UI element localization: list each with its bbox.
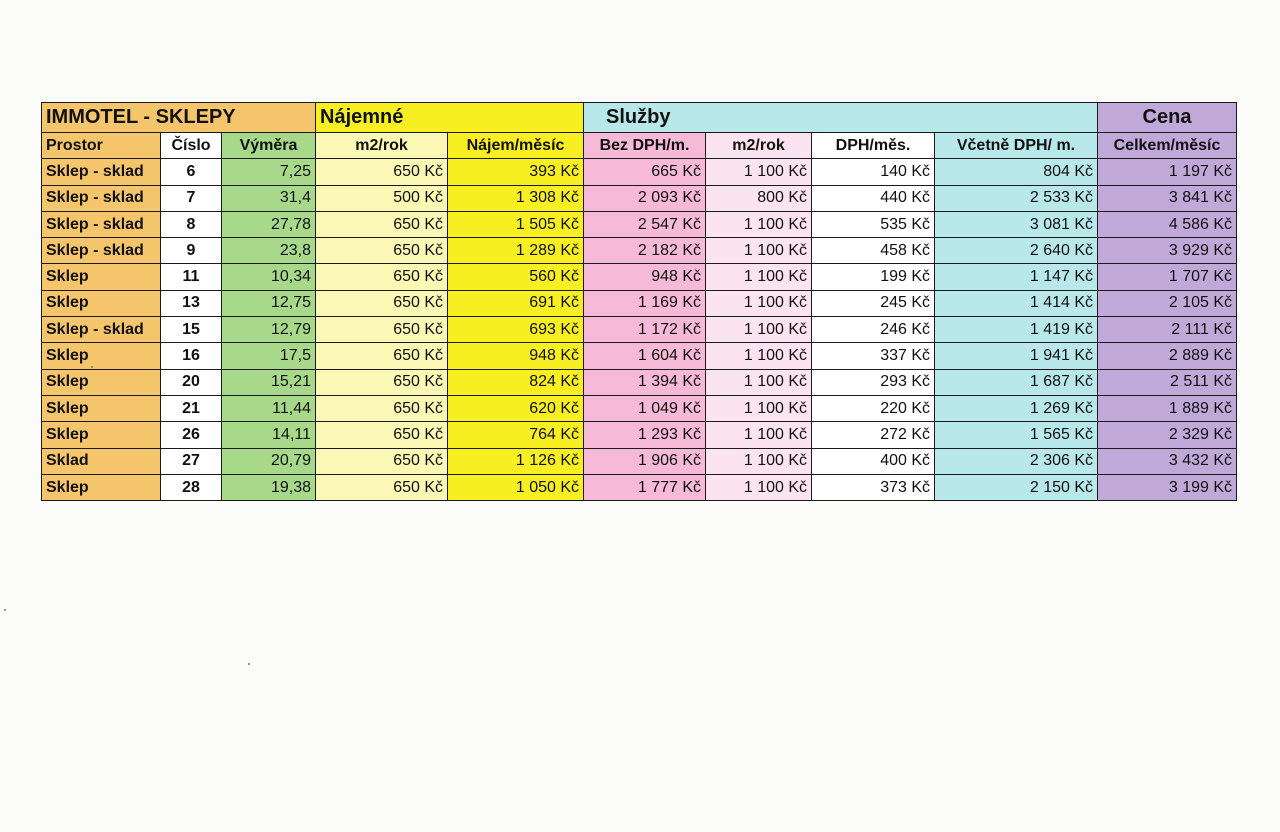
cell-vymera: 27,78 xyxy=(222,211,316,237)
cell-services-net: 1 172 Kč xyxy=(584,317,706,343)
cell-vat-month: 293 Kč xyxy=(812,369,935,395)
cell-total-month: 1 707 Kč xyxy=(1098,264,1237,290)
cell-vymera: 12,79 xyxy=(222,317,316,343)
cell-cislo: 9 xyxy=(161,238,222,264)
col-header-vat-month: DPH/měs. xyxy=(812,133,935,159)
scan-speck xyxy=(91,366,93,368)
table-row xyxy=(42,264,1237,290)
table-row xyxy=(42,448,1237,474)
cell-services-m2-year: 1 100 Kč xyxy=(706,422,812,448)
cell-total-month: 3 929 Kč xyxy=(1098,238,1237,264)
cell-prostor: Sklep xyxy=(42,474,161,500)
cell-services-net: 1 604 Kč xyxy=(584,343,706,369)
cell-total-month: 2 889 Kč xyxy=(1098,343,1237,369)
col-header-rent-m2-year: m2/rok xyxy=(316,133,448,159)
cell-incl-vat: 2 533 Kč xyxy=(935,185,1098,211)
cell-incl-vat: 804 Kč xyxy=(935,159,1098,185)
cell-vymera: 23,8 xyxy=(222,238,316,264)
group-rent: Nájemné xyxy=(316,103,584,133)
cell-incl-vat: 1 269 Kč xyxy=(935,395,1098,421)
table-row xyxy=(42,395,1237,421)
cell-rent-month: 393 Kč xyxy=(448,159,584,185)
cell-services-net: 1 906 Kč xyxy=(584,448,706,474)
cell-total-month: 3 841 Kč xyxy=(1098,185,1237,211)
table-row xyxy=(42,369,1237,395)
table-row xyxy=(42,317,1237,343)
cell-vat-month: 199 Kč xyxy=(812,264,935,290)
cell-services-net: 2 182 Kč xyxy=(584,238,706,264)
cell-incl-vat: 1 414 Kč xyxy=(935,290,1098,316)
cell-prostor: Sklep - sklad xyxy=(42,211,161,237)
cell-services-m2-year: 1 100 Kč xyxy=(706,448,812,474)
cell-rent-month: 948 Kč xyxy=(448,343,584,369)
table-row xyxy=(42,211,1237,237)
cell-total-month: 2 511 Kč xyxy=(1098,369,1237,395)
cell-total-month: 2 329 Kč xyxy=(1098,422,1237,448)
cell-services-m2-year: 1 100 Kč xyxy=(706,369,812,395)
cell-rent-month: 1 126 Kč xyxy=(448,448,584,474)
group-header-row xyxy=(42,103,1237,133)
cell-prostor: Sklep xyxy=(42,422,161,448)
cell-rent-month: 560 Kč xyxy=(448,264,584,290)
cell-prostor: Sklep xyxy=(42,264,161,290)
col-header-prostor: Prostor xyxy=(42,133,161,159)
cell-vat-month: 220 Kč xyxy=(812,395,935,421)
cell-cislo: 7 xyxy=(161,185,222,211)
cell-vymera: 15,21 xyxy=(222,369,316,395)
cell-prostor: Sklep xyxy=(42,290,161,316)
table-row xyxy=(42,185,1237,211)
col-header-rent-month: Nájem/měsíc xyxy=(448,133,584,159)
cell-services-net: 1 049 Kč xyxy=(584,395,706,421)
table-row xyxy=(42,238,1237,264)
cell-rent-m2-year: 650 Kč xyxy=(316,448,448,474)
scan-speck xyxy=(248,663,250,665)
cell-services-m2-year: 1 100 Kč xyxy=(706,317,812,343)
cell-total-month: 3 199 Kč xyxy=(1098,474,1237,500)
cell-prostor: Sklep xyxy=(42,395,161,421)
table-row xyxy=(42,159,1237,185)
cell-vymera: 17,5 xyxy=(222,343,316,369)
cell-services-m2-year: 1 100 Kč xyxy=(706,343,812,369)
cell-rent-month: 693 Kč xyxy=(448,317,584,343)
cell-vymera: 7,25 xyxy=(222,159,316,185)
cell-services-m2-year: 1 100 Kč xyxy=(706,159,812,185)
cell-incl-vat: 1 565 Kč xyxy=(935,422,1098,448)
col-header-cislo: Číslo xyxy=(161,133,222,159)
cell-rent-month: 1 050 Kč xyxy=(448,474,584,500)
cell-vymera: 10,34 xyxy=(222,264,316,290)
cell-rent-m2-year: 650 Kč xyxy=(316,264,448,290)
cell-vat-month: 246 Kč xyxy=(812,317,935,343)
cell-incl-vat: 1 419 Kč xyxy=(935,317,1098,343)
cell-cislo: 8 xyxy=(161,211,222,237)
cell-cislo: 11 xyxy=(161,264,222,290)
cell-incl-vat: 2 306 Kč xyxy=(935,448,1098,474)
cell-cislo: 16 xyxy=(161,343,222,369)
cell-vat-month: 245 Kč xyxy=(812,290,935,316)
cell-services-net: 1 777 Kč xyxy=(584,474,706,500)
cell-rent-m2-year: 650 Kč xyxy=(316,238,448,264)
col-header-vymera: Výměra xyxy=(222,133,316,159)
cell-vat-month: 400 Kč xyxy=(812,448,935,474)
cell-services-net: 2 093 Kč xyxy=(584,185,706,211)
cell-vymera: 11,44 xyxy=(222,395,316,421)
cell-prostor: Sklep xyxy=(42,369,161,395)
cell-rent-m2-year: 500 Kč xyxy=(316,185,448,211)
column-header-row xyxy=(42,133,1237,159)
cell-cislo: 26 xyxy=(161,422,222,448)
cell-incl-vat: 2 640 Kč xyxy=(935,238,1098,264)
cell-incl-vat: 3 081 Kč xyxy=(935,211,1098,237)
cell-vat-month: 140 Kč xyxy=(812,159,935,185)
cell-vat-month: 458 Kč xyxy=(812,238,935,264)
cell-services-net: 948 Kč xyxy=(584,264,706,290)
cell-vat-month: 440 Kč xyxy=(812,185,935,211)
cell-services-net: 665 Kč xyxy=(584,159,706,185)
cell-rent-month: 620 Kč xyxy=(448,395,584,421)
cell-rent-month: 1 505 Kč xyxy=(448,211,584,237)
cell-vymera: 12,75 xyxy=(222,290,316,316)
cell-vymera: 31,4 xyxy=(222,185,316,211)
cell-total-month: 1 197 Kč xyxy=(1098,159,1237,185)
cell-services-m2-year: 1 100 Kč xyxy=(706,290,812,316)
cell-services-net: 1 394 Kč xyxy=(584,369,706,395)
cell-services-m2-year: 1 100 Kč xyxy=(706,264,812,290)
cell-cislo: 20 xyxy=(161,369,222,395)
cell-vymera: 19,38 xyxy=(222,474,316,500)
cell-rent-m2-year: 650 Kč xyxy=(316,474,448,500)
table-row xyxy=(42,422,1237,448)
cell-rent-m2-year: 650 Kč xyxy=(316,343,448,369)
cell-incl-vat: 2 150 Kč xyxy=(935,474,1098,500)
cell-rent-m2-year: 650 Kč xyxy=(316,317,448,343)
cell-rent-month: 1 308 Kč xyxy=(448,185,584,211)
cell-services-m2-year: 1 100 Kč xyxy=(706,474,812,500)
cell-rent-month: 691 Kč xyxy=(448,290,584,316)
cell-services-m2-year: 1 100 Kč xyxy=(706,211,812,237)
cell-cislo: 27 xyxy=(161,448,222,474)
cell-vat-month: 373 Kč xyxy=(812,474,935,500)
cell-total-month: 1 889 Kč xyxy=(1098,395,1237,421)
cell-vat-month: 337 Kč xyxy=(812,343,935,369)
cell-prostor: Sklep xyxy=(42,343,161,369)
cell-vat-month: 272 Kč xyxy=(812,422,935,448)
cell-prostor: Sklep - sklad xyxy=(42,317,161,343)
cell-vymera: 20,79 xyxy=(222,448,316,474)
col-header-incl-vat: Včetně DPH/ m. xyxy=(935,133,1098,159)
group-price: Cena xyxy=(1098,103,1237,133)
col-header-services-net: Bez DPH/m. xyxy=(584,133,706,159)
cell-services-m2-year: 1 100 Kč xyxy=(706,238,812,264)
cell-cislo: 28 xyxy=(161,474,222,500)
group-services: Služby xyxy=(584,103,1098,133)
cell-prostor: Sklad xyxy=(42,448,161,474)
cell-rent-m2-year: 650 Kč xyxy=(316,159,448,185)
cell-rent-month: 764 Kč xyxy=(448,422,584,448)
cell-prostor: Sklep - sklad xyxy=(42,238,161,264)
cell-cislo: 13 xyxy=(161,290,222,316)
cell-incl-vat: 1 147 Kč xyxy=(935,264,1098,290)
cell-services-net: 1 293 Kč xyxy=(584,422,706,448)
table-title: IMMOTEL - SKLEPY xyxy=(42,103,316,133)
cell-cislo: 6 xyxy=(161,159,222,185)
cell-rent-m2-year: 650 Kč xyxy=(316,290,448,316)
col-header-total-month: Celkem/měsíc xyxy=(1098,133,1237,159)
col-header-services-m2-year: m2/rok xyxy=(706,133,812,159)
cell-rent-m2-year: 650 Kč xyxy=(316,395,448,421)
cell-incl-vat: 1 941 Kč xyxy=(935,343,1098,369)
cell-cislo: 15 xyxy=(161,317,222,343)
table-row xyxy=(42,343,1237,369)
cell-rent-m2-year: 650 Kč xyxy=(316,369,448,395)
cell-prostor: Sklep - sklad xyxy=(42,185,161,211)
cell-services-m2-year: 1 100 Kč xyxy=(706,395,812,421)
table-row xyxy=(42,290,1237,316)
cell-vymera: 14,11 xyxy=(222,422,316,448)
cell-cislo: 21 xyxy=(161,395,222,421)
price-table xyxy=(41,102,1237,501)
cell-rent-month: 1 289 Kč xyxy=(448,238,584,264)
scan-speck xyxy=(4,609,6,611)
cell-services-net: 1 169 Kč xyxy=(584,290,706,316)
cell-total-month: 4 586 Kč xyxy=(1098,211,1237,237)
cell-rent-m2-year: 650 Kč xyxy=(316,422,448,448)
cell-incl-vat: 1 687 Kč xyxy=(935,369,1098,395)
cell-total-month: 2 111 Kč xyxy=(1098,317,1237,343)
cell-services-m2-year: 800 Kč xyxy=(706,185,812,211)
cell-total-month: 3 432 Kč xyxy=(1098,448,1237,474)
cell-rent-month: 824 Kč xyxy=(448,369,584,395)
cell-rent-m2-year: 650 Kč xyxy=(316,211,448,237)
table-row xyxy=(42,474,1237,500)
cell-vat-month: 535 Kč xyxy=(812,211,935,237)
cell-total-month: 2 105 Kč xyxy=(1098,290,1237,316)
cell-services-net: 2 547 Kč xyxy=(584,211,706,237)
cell-prostor: Sklep - sklad xyxy=(42,159,161,185)
